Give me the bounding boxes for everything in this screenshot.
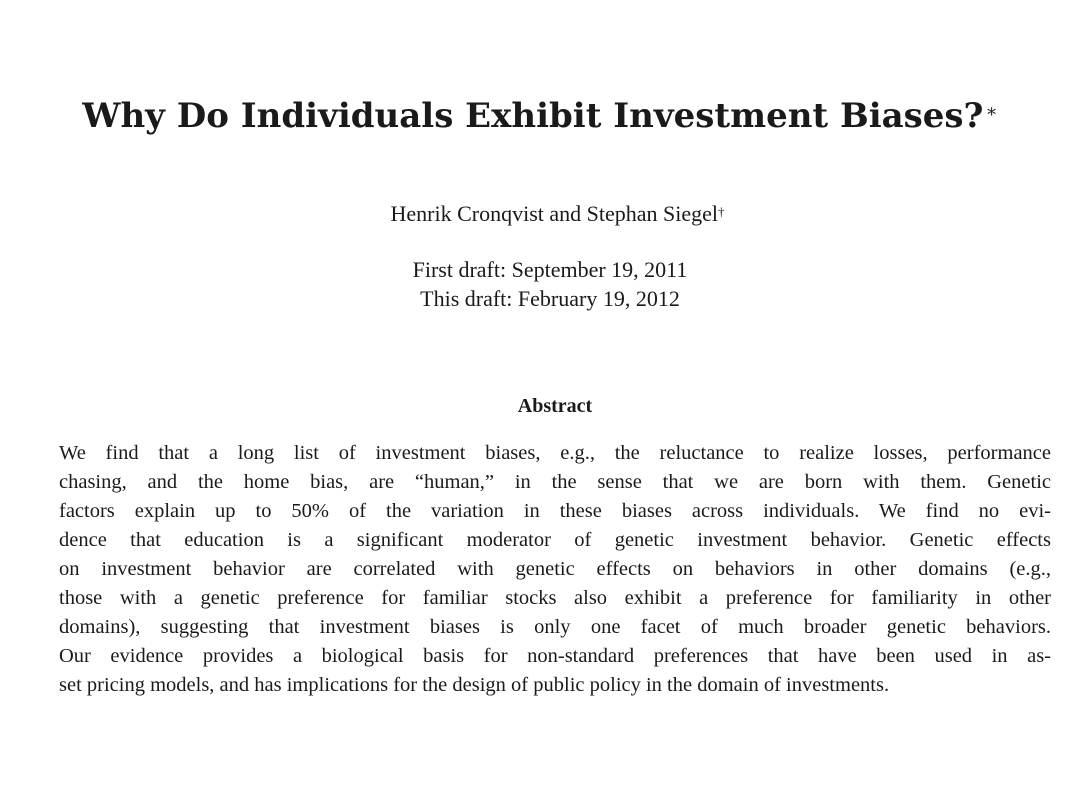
- abstract-line: We find that a long list of investment biases, e.g., the reluctance to realize losses, performance: [59, 442, 1051, 464]
- author-line: [0, 199, 1080, 229]
- abstract-line: factors explain up to 50% of the variation in these biases across individuals. We find no evi-: [59, 500, 1051, 522]
- abstract-line: domains), suggesting that investment biases is only one facet of much broader genetic behaviors.: [59, 616, 1051, 638]
- abstract-line: those with a genetic preference for familiar stocks also exhibit a preference for familiarity in other: [59, 587, 1051, 609]
- authors-text: Henrik Cronqvist and Stephan Siegel: [390, 201, 718, 226]
- abstract-line: on investment behavior are correlated with genetic effects on behaviors in other domains (e.g.,: [59, 558, 1051, 580]
- title-footnote-mark: ∗: [985, 101, 998, 122]
- authors-footnote-mark: †: [718, 204, 725, 219]
- draft-dates: [0, 255, 1080, 313]
- abstract-line: set pricing models, and has implications for the design of public policy in the domain of investments.: [59, 674, 890, 696]
- this-draft-date: This draft: February 19, 2012: [420, 286, 680, 311]
- paper-title-text: Why Do Individuals Exhibit Investment Biases?: [82, 96, 984, 136]
- paper-title: [0, 92, 1080, 140]
- first-draft-date: First draft: September 19, 2011: [412, 257, 688, 282]
- abstract-heading: Abstract: [517, 395, 593, 417]
- abstract-line: chasing, and the home bias, are “human,” in the sense that we are born with them. Genetic: [59, 471, 1051, 493]
- abstract-line: Our evidence provides a biological basis for non-standard preferences that have been used in as-: [59, 645, 1051, 667]
- abstract-body: [59, 439, 1051, 700]
- abstract-line: dence that education is a significant moderator of genetic investment behavior. Genetic effects: [59, 529, 1051, 551]
